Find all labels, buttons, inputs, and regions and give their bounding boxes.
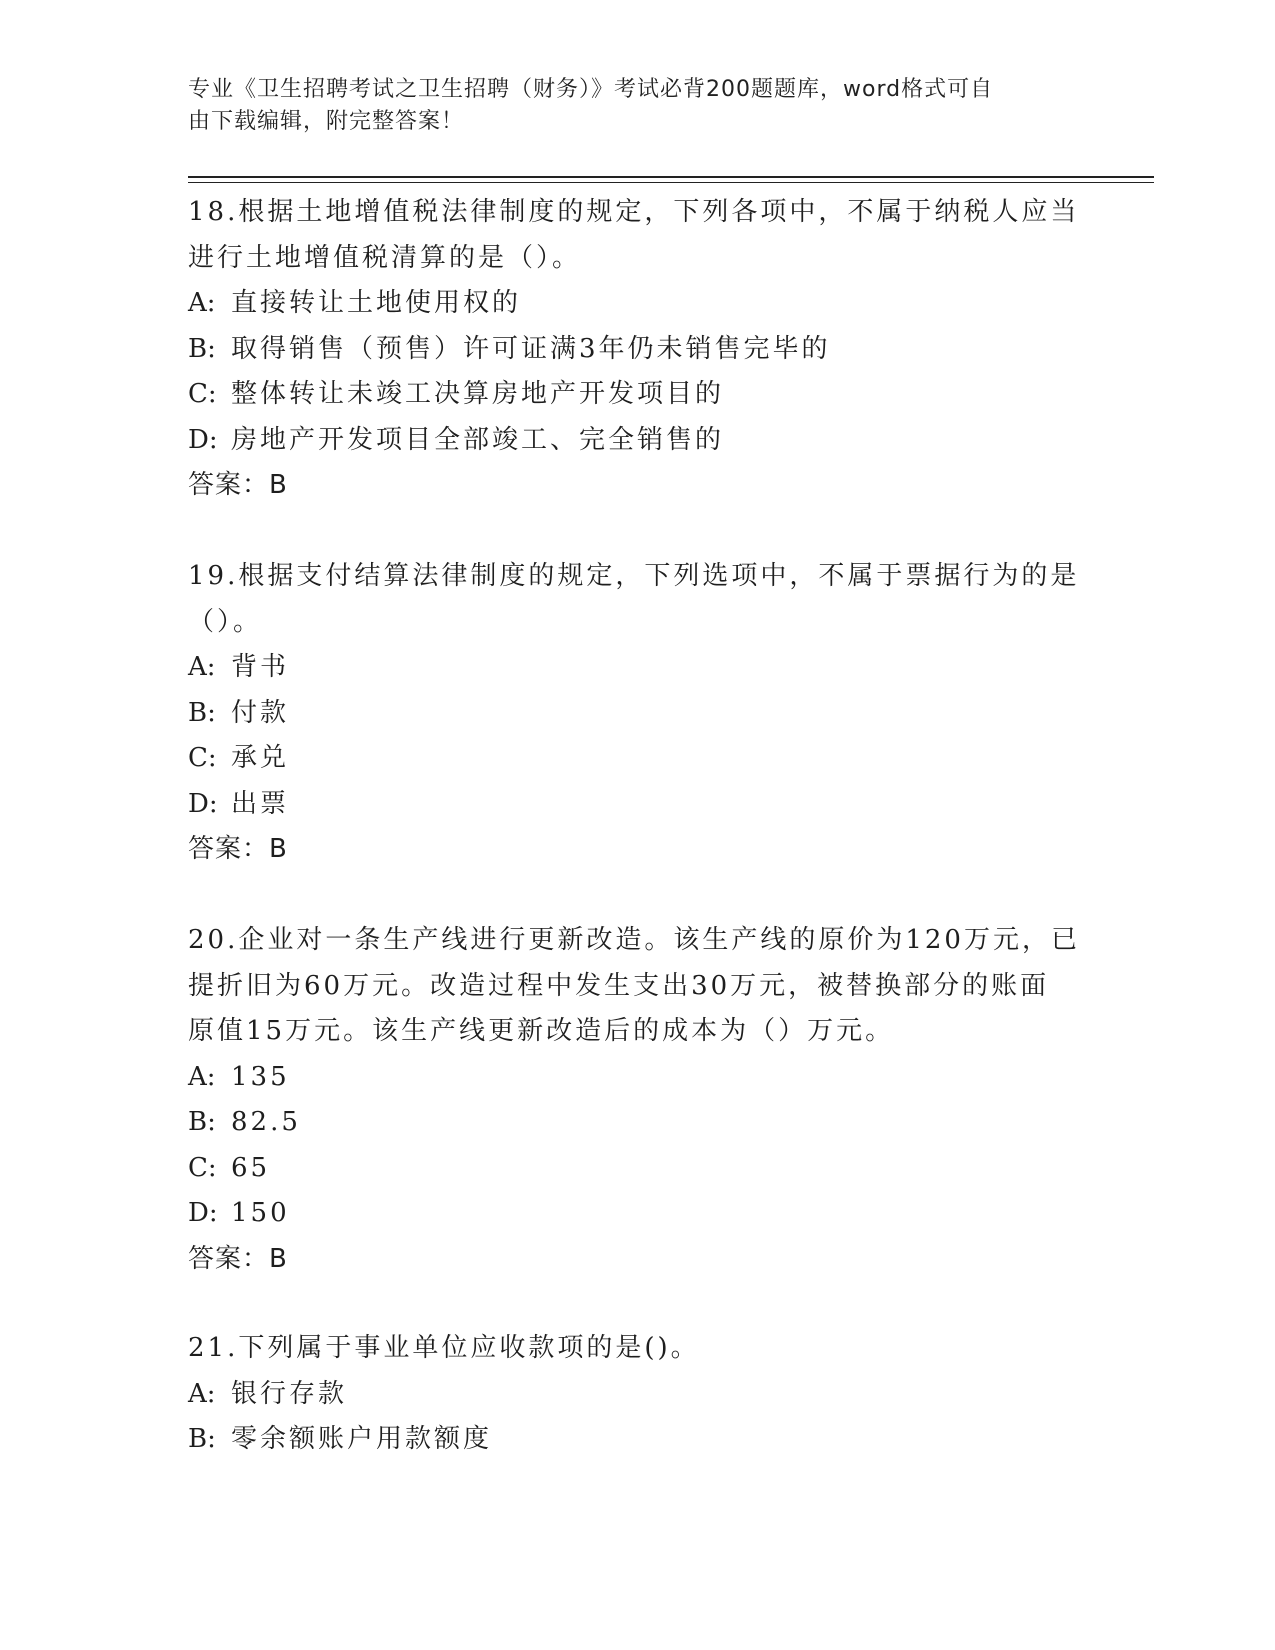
question-text-line: 原值15万元。该生产线更新改造后的成本为（）万元。 [188,1016,895,1046]
answer-line: 答案：B [188,1243,288,1274]
question-text-line: 19.根据支付结算法律制度的规定，下列选项中，不属于票据行为的是 [188,561,1080,591]
option-text: 零余额账户用款额度 [231,1424,493,1454]
option-key: D: [188,1198,218,1228]
question-18 [188,190,1079,509]
question-20 [188,918,1080,1282]
option-text: 房地产开发项目全部竣工、完全销售的 [231,424,725,455]
option-a [188,645,1079,691]
option-d [188,782,1079,828]
option-b [188,1417,700,1463]
option-text: 承兑 [231,743,290,773]
option-b [188,327,1079,373]
option-c [188,1146,1080,1192]
option-key: D: [188,424,218,455]
question-21 [188,1326,700,1463]
header-divider-thick [188,176,1154,178]
question-text-line: 20.企业对一条生产线进行更新改造。该生产线的原价为120万元，已 [188,925,1080,955]
option-text: 出票 [231,788,290,819]
option-key: A: [188,652,216,682]
option-a [188,281,1079,327]
option-key: A: [188,1378,216,1409]
option-key: B: [188,333,216,364]
option-key: B: [188,697,216,728]
option-key: C: [188,743,217,773]
option-text: 整体转让未竣工决算房地产开发项目的 [231,379,725,409]
option-text: 付款 [231,697,290,728]
option-key: B: [188,1107,216,1137]
option-text: 直接转让土地使用权的 [231,288,522,318]
option-text: 135 [231,1061,290,1092]
option-key: A: [188,288,216,318]
option-key: C: [188,379,217,409]
question-19 [188,554,1079,873]
document-header [188,74,1068,138]
option-b [188,691,1079,737]
option-key: B: [188,1424,216,1454]
option-d [188,418,1079,464]
answer-line: 答案：B [188,834,288,864]
option-key: C: [188,1152,217,1183]
header-divider-thin [188,182,1154,183]
answer-line: 答案：B [188,470,288,500]
header-line-2: 由下载编辑，附完整答案！ [188,109,465,134]
option-text: 背书 [231,652,290,682]
option-text: 82.5 [231,1107,301,1137]
option-a [188,1372,700,1418]
option-c [188,736,1079,782]
option-text: 150 [231,1198,290,1228]
question-text-line: 18.根据土地增值税法律制度的规定，下列各项中，不属于纳税人应当 [188,197,1080,227]
question-text-line: 进行土地增值税清算的是（）。 [188,242,582,273]
option-d [188,1191,1080,1237]
option-b [188,1100,1080,1146]
question-text-line: （）。 [188,606,263,637]
option-key: D: [188,788,218,819]
option-text: 65 [231,1152,271,1183]
option-a [188,1055,1080,1101]
question-text-line: 提折旧为60万元。改造过程中发生支出30万元，被替换部分的账面 [188,970,1050,1001]
option-c [188,372,1079,418]
header-line-1: 专业《卫生招聘考试之卫生招聘（财务）》考试必背200题题库，word格式可自 [188,77,994,102]
option-text: 银行存款 [231,1378,348,1409]
option-key: A: [188,1061,216,1092]
option-text: 取得销售（预售）许可证满3年仍未销售完毕的 [231,333,831,364]
question-text-line: 21.下列属于事业单位应收款项的是()。 [188,1333,700,1363]
